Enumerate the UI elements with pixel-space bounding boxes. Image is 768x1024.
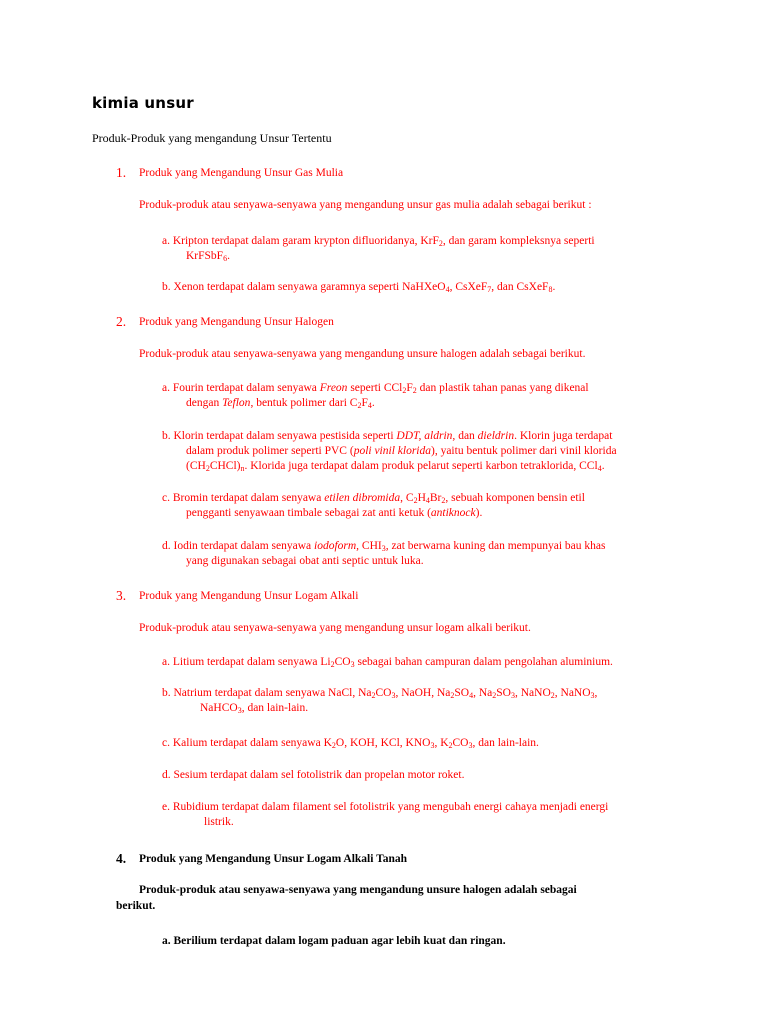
list-item-text: pengganti senyawaan timbale sebagai zat anti ketuk (antiknock).: [186, 507, 483, 519]
list-item-text: d. Sesium terdapat dalam sel fotolistrik dan propelan motor roket.: [162, 769, 465, 781]
list-item: [162, 934, 506, 949]
section-number: 3.: [116, 588, 127, 603]
list-item: [162, 686, 597, 716]
section-intro-line-2: berikut.: [116, 900, 156, 912]
list-item-text: a. Kripton terdapat dalam garam krypton difluoridanya, KrF$_2$, dan garam kompleksnya seperti: [162, 235, 595, 248]
list-item-text: b. Natrium terdapat dalam senyawa NaCl, $Na_2CO_3$, NaOH, $Na_2SO_4$, $Na_2SO_3$, NaNO$_2$, NaNO$_3$,: [162, 687, 598, 700]
list-item-text: listrik.: [204, 816, 234, 828]
list-item-text: yang digunakan sebagai obat anti septic untuk luka.: [186, 555, 424, 567]
list-item: [162, 381, 589, 411]
list-item: [162, 655, 613, 670]
section-intro: Produk-produk atau senyawa-senyawa yang mengandung unsur gas mulia adalah sebagai berikut :: [139, 199, 592, 211]
list-item-text: a. Fourin terdapat dalam senyawa Freon seperti $CCl_2F_2$ dan plastik tahan panas yang dikenal: [162, 382, 589, 395]
section-heading: Produk yang Mengandung Unsur Halogen: [139, 316, 334, 328]
section-intro-line-1: Produk-produk atau senyawa-senyawa yang mengandung unsure halogen adalah sebagai: [139, 884, 577, 896]
list-item-text: a. Litium terdapat dalam senyawa $Li_2CO_3$ sebagai bahan campuran dalam pengolahan aluminium.: [162, 656, 613, 669]
list-item: [162, 234, 595, 264]
list-item-text: dengan Teflon, bentuk polimer dari $C_2F_4$.: [186, 397, 375, 410]
section-intro: Produk-produk atau senyawa-senyawa yang mengandung unsure halogen adalah sebagai berikut.: [139, 348, 586, 360]
list-item: [162, 800, 608, 830]
section-number: 1.: [116, 165, 127, 180]
list-item: [162, 539, 605, 569]
document-subtitle: Produk-Produk yang mengandung Unsur Tertentu: [92, 131, 332, 145]
section-heading: Produk yang Mengandung Unsur Logam Alkali Tanah: [139, 853, 408, 865]
list-item-text: dalam produk polimer seperti PVC (poli vinil klorida), yaitu bentuk polimer dari vinil klorida: [186, 445, 617, 457]
list-item: [162, 429, 617, 474]
list-item-text: $(CH_2CHCl)_n$. Klorida juga terdapat dalam produk pelarut seperti karbon tetraklorida, CCl$_4$.: [186, 460, 605, 473]
section-number: 2.: [116, 314, 127, 329]
list-item-text: c. Kalium terdapat dalam senyawa $K_2O$, KOH, KCl, $KNO_3$, $K_2CO_3$, dan lain-lain.: [162, 737, 539, 750]
list-item: [162, 280, 555, 295]
list-item-text: d. Iodin terdapat dalam senyawa iodoform, $CHI_3$, zat berwarna kuning dan mempunyai bau khas: [162, 540, 606, 553]
list-item: [162, 768, 464, 783]
list-item-text: b. Klorin terdapat dalam senyawa pestisida seperti DDT, aldrin, dan dieldrin. Klorin juga terdapat: [162, 430, 613, 442]
list-item: [162, 736, 539, 751]
section-heading: Produk yang Mengandung Unsur Logam Alkali: [139, 590, 359, 602]
section-number: 4.: [116, 851, 127, 866]
section-intro: Produk-produk atau senyawa-senyawa yang mengandung unsur logam alkali berikut.: [139, 622, 531, 634]
list-item-text: KrFSbF$_6$.: [186, 250, 230, 263]
list-item-text: b. Xenon terdapat dalam senyawa garamnya seperti NaHXeO$_4$, CsXeF$_7$, dan CsXeF$_8$.: [162, 281, 556, 294]
list-item-text: a. Berilium terdapat dalam logam paduan agar lebih kuat dan ringan.: [162, 935, 506, 947]
document-title: kimia unsur: [92, 94, 194, 112]
list-item: [162, 491, 585, 521]
list-item-text: e. Rubidium terdapat dalam filament sel fotolistrik yang mengubah energi cahaya menjadi energi: [162, 801, 609, 813]
section-heading: Produk yang Mengandung Unsur Gas Mulia: [139, 167, 344, 179]
list-item-text: c. Bromin terdapat dalam senyawa etilen dibromida, $C_2H_4Br_2$, sebuah komponen bensin etil: [162, 492, 585, 505]
list-item-text: NaHCO$_3$, dan lain-lain.: [200, 702, 309, 715]
